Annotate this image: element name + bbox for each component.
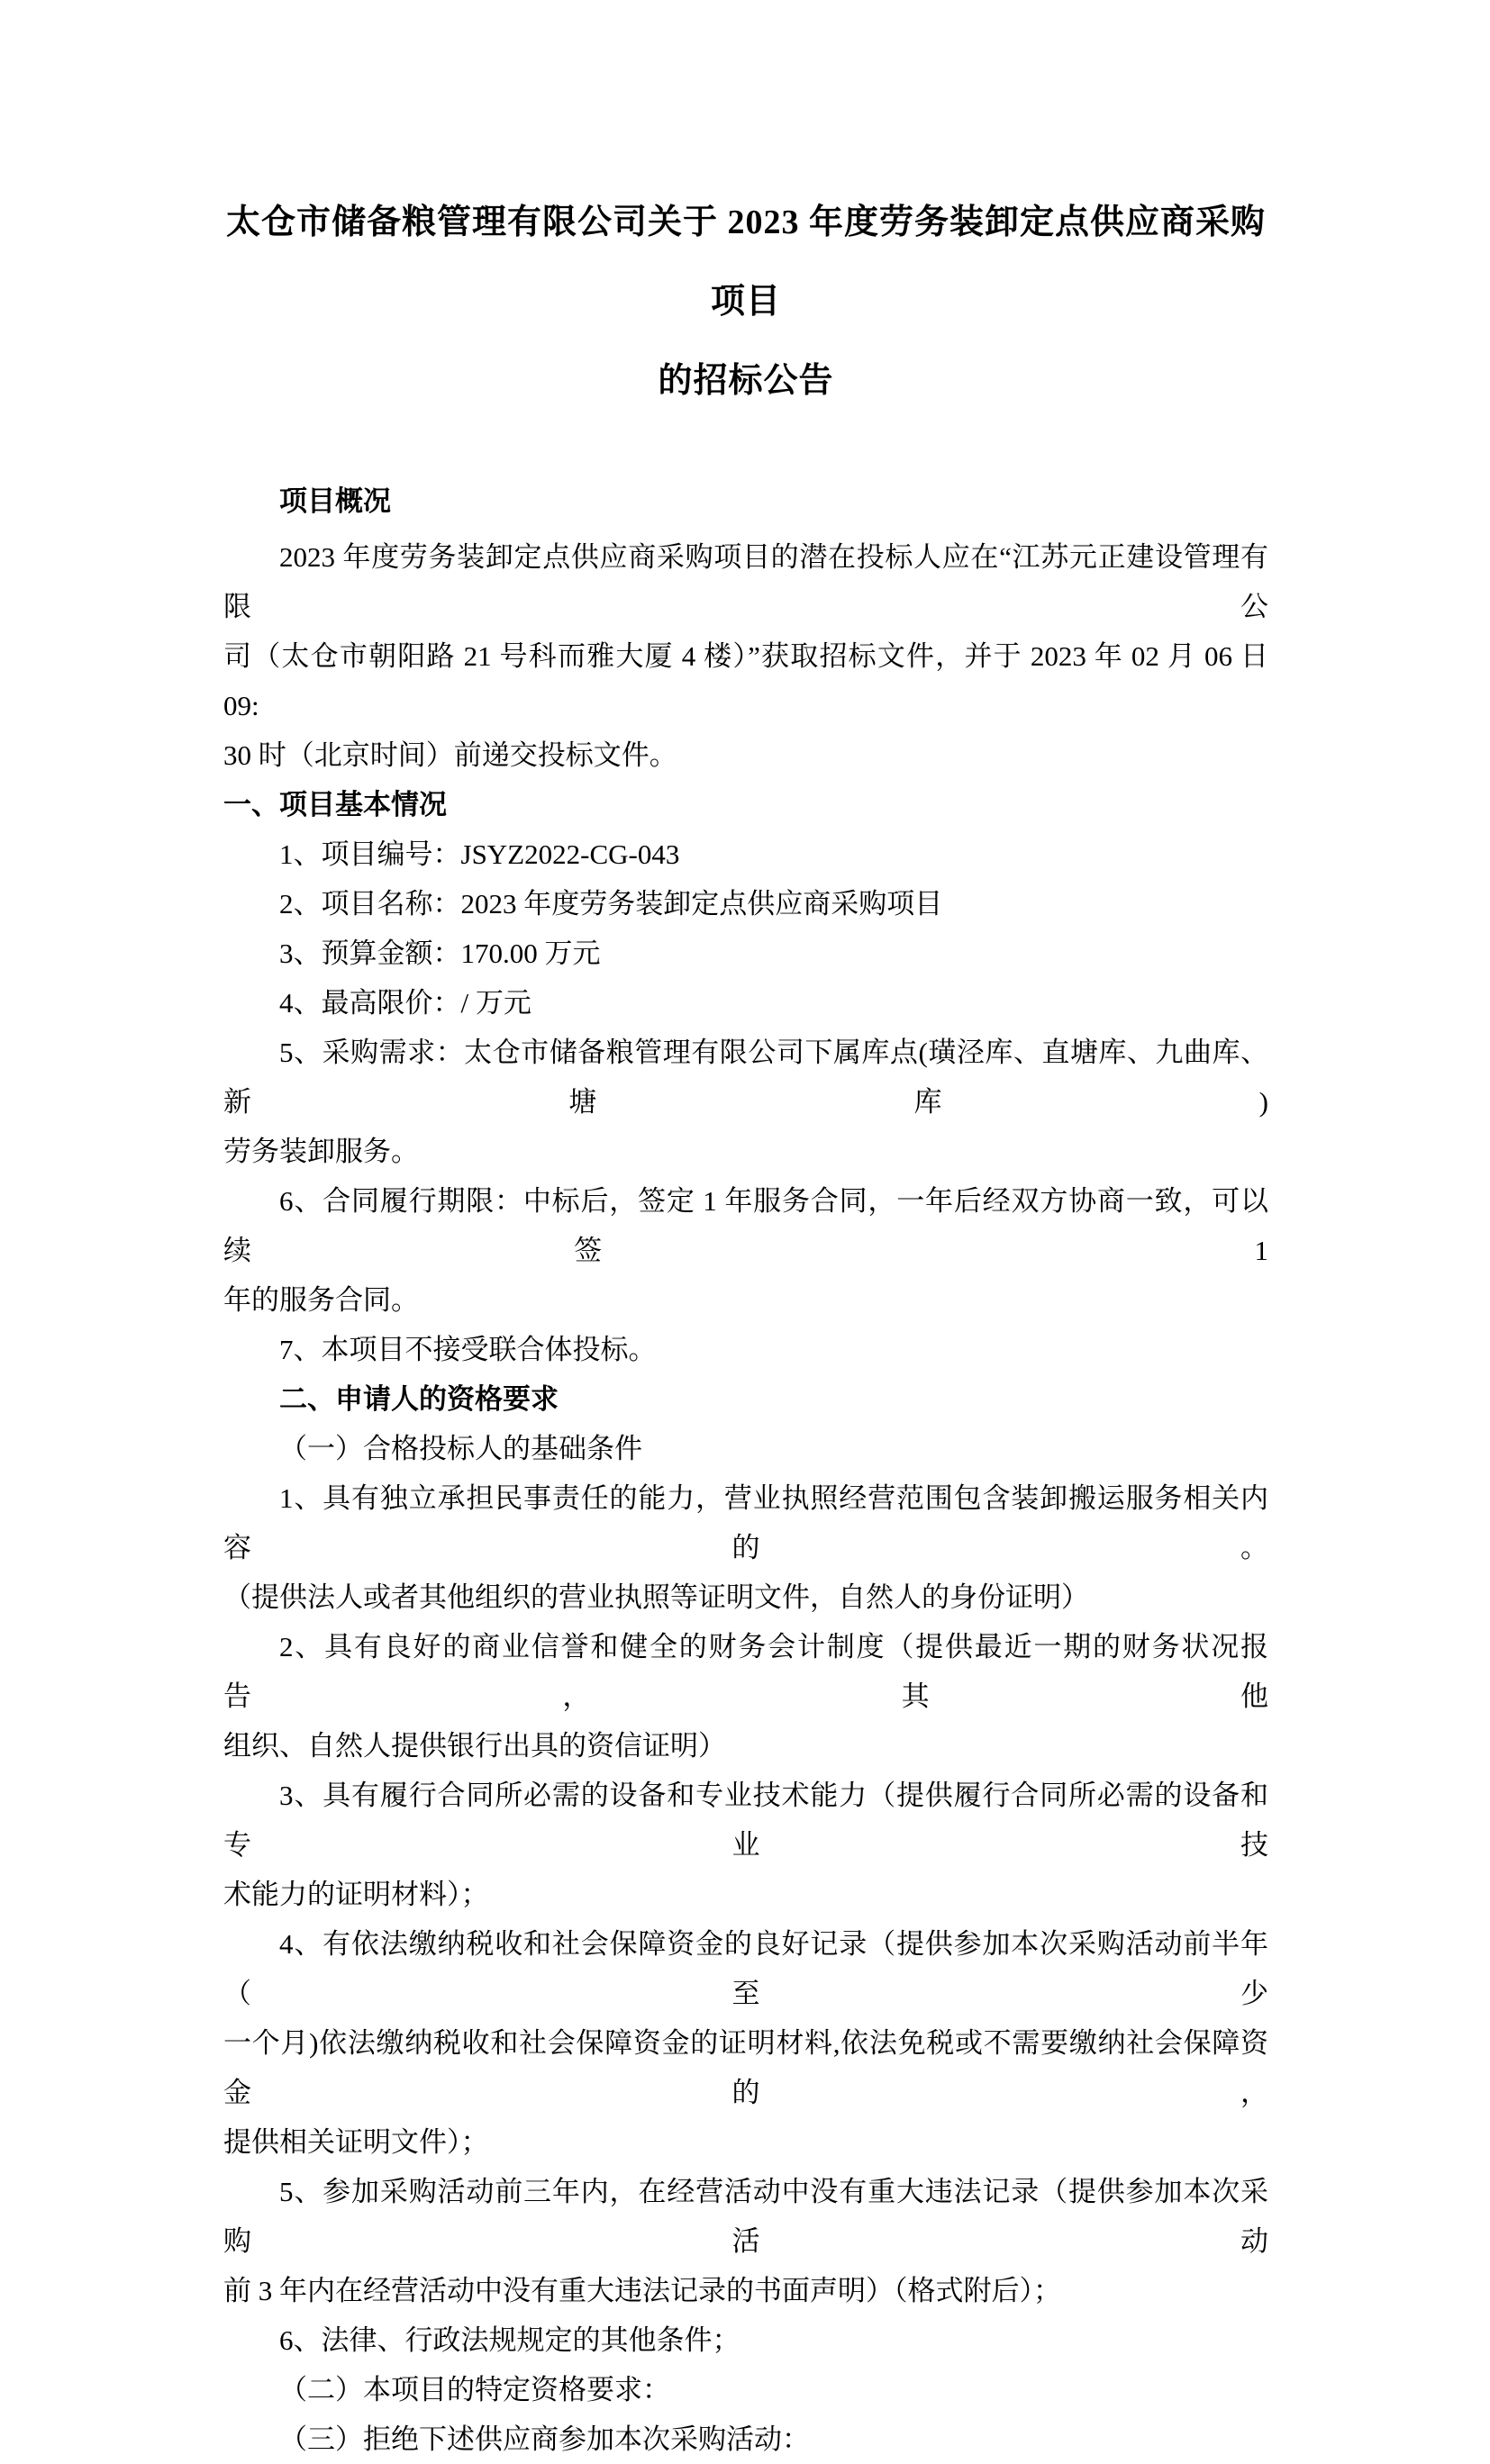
section-basic-heading: 一、项目基本情况 <box>223 789 447 820</box>
item-budget-amount: 3、预算金额：170.00 万元 <box>279 938 601 969</box>
item-contract-period-cont: 年的服务合同。 <box>223 1284 419 1316</box>
title-line-1: 太仓市储备粮管理有限公司关于 2023 年度劳务装卸定点供应商采购项目 <box>225 204 1266 321</box>
section-qualification-heading: 二、申请人的资格要求 <box>279 1383 559 1415</box>
item-project-number: 1、项目编号：JSYZ2022-CG-043 <box>279 838 680 870</box>
document-title <box>223 183 1268 421</box>
overview-line-1: 2023 年度劳务装卸定点供应商采购项目的潜在投标人应在“江苏元正建设管理有限公 <box>223 541 1268 622</box>
item-condition-1-cont: （提供法人或者其他组织的营业执照等证明文件，自然人的身份证明） <box>223 1581 1089 1613</box>
item-max-price-limit: 4、最高限价：/ 万元 <box>279 987 531 1019</box>
item-basic-conditions-subheading: （一）合格投标人的基础条件 <box>279 1433 642 1464</box>
document-body <box>223 476 1268 2464</box>
item-specific-requirements: （二）本项目的特定资格要求： <box>279 2374 670 2405</box>
overview-line-2: 司（太仓市朝阳路 21 号科而雅大厦 4 楼）”获取招标文件，并于 2023 年 02 月 06 日 09: <box>223 640 1268 721</box>
overview-line-3: 30 时（北京时间）前递交投标文件。 <box>223 739 677 771</box>
document-content <box>223 0 1268 2464</box>
item-rejected-suppliers: （三）拒绝下述供应商参加本次采购活动： <box>279 2423 810 2455</box>
overview-heading: 项目概况 <box>279 485 391 517</box>
item-condition-4-cont-1: 一个月)依法缴纳税收和社会保障资金的证明材料,依法免税或不需要缴纳社会保障资金的， <box>223 2027 1268 2108</box>
item-condition-4: 4、有依法缴纳税收和社会保障资金的良好记录（提供参加本次采购活动前半年（至少 <box>223 1928 1268 2009</box>
item-no-consortium-bid: 7、本项目不接受联合体投标。 <box>279 1334 657 1365</box>
title-line-2: 的招标公告 <box>658 362 834 400</box>
item-condition-2: 2、具有良好的商业信誉和健全的财务会计制度（提供最近一期的财务状况报告，其他 <box>223 1631 1268 1712</box>
item-condition-5-cont: 前 3 年内在经营活动中没有重大违法记录的书面声明）（格式附后）； <box>223 2275 1061 2306</box>
item-condition-3-cont: 术能力的证明材料）； <box>223 1879 489 1910</box>
item-condition-5: 5、参加采购活动前三年内，在经营活动中没有重大违法记录（提供参加本次采购活动 <box>223 2176 1268 2257</box>
item-condition-2-cont: 组织、自然人提供银行出具的资信证明） <box>223 1730 726 1762</box>
item-procurement-demand: 5、采购需求：太仓市储备粮管理有限公司下属库点(璜泾库、直塘库、九曲库、新塘库) <box>223 1037 1268 1118</box>
item-condition-3: 3、具有履行合同所必需的设备和专业技术能力（提供履行合同所必需的设备和专业技 <box>223 1780 1268 1861</box>
item-project-name: 2、项目名称：2023 年度劳务装卸定点供应商采购项目 <box>279 888 943 919</box>
item-condition-1: 1、具有独立承担民事责任的能力，营业执照经营范围包含装卸搬运服务相关内容的。 <box>223 1482 1268 1563</box>
item-contract-period: 6、合同履行期限：中标后，签定 1 年服务合同，一年后经双方协商一致，可以续签 1 <box>223 1185 1268 1266</box>
item-condition-4-cont-2: 提供相关证明文件）； <box>223 2126 489 2158</box>
item-procurement-demand-cont: 劳务装卸服务。 <box>223 1136 419 1167</box>
item-condition-6: 6、法律、行政法规规定的其他条件； <box>279 2324 740 2356</box>
